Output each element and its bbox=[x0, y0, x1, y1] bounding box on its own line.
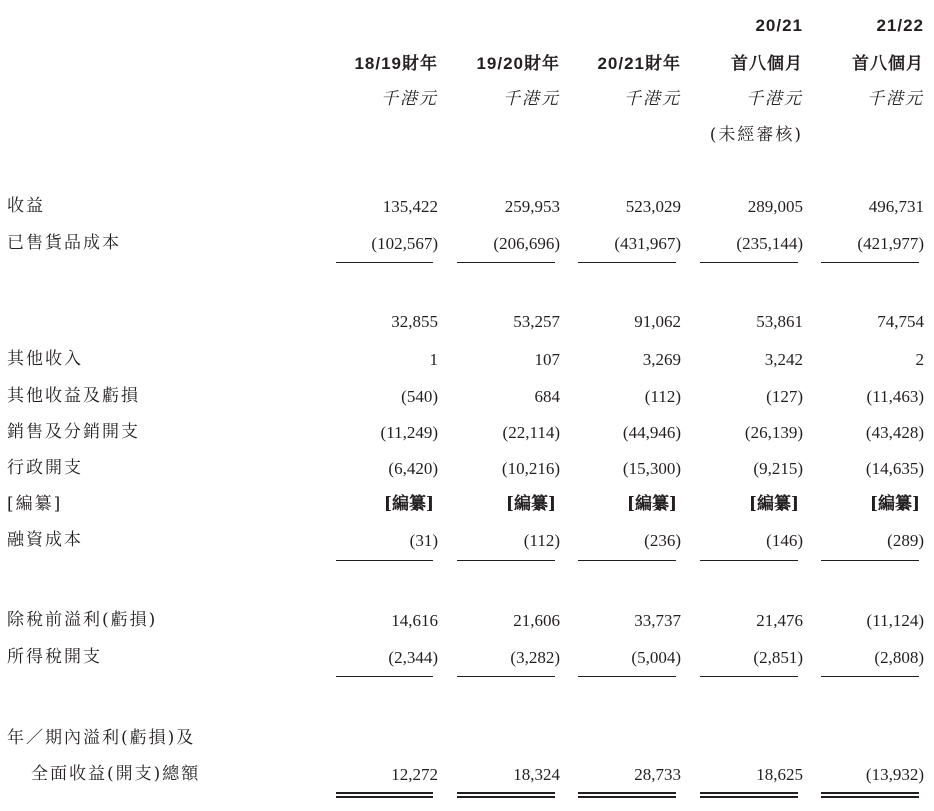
total-double-rule bbox=[457, 792, 555, 798]
value-cell: 18,625 bbox=[756, 765, 803, 784]
row-label: 其他收益及虧損 bbox=[7, 386, 140, 406]
value-cell: (11,124) bbox=[866, 611, 924, 630]
column-unit-label: 千港元 bbox=[624, 89, 681, 109]
value-cell: 91,062 bbox=[634, 312, 681, 331]
column-period-header: 首八個月 bbox=[731, 54, 803, 73]
value-cell: (9,215) bbox=[753, 459, 803, 478]
value-cell: 289,005 bbox=[747, 197, 803, 216]
column-note: (未經審核) bbox=[709, 125, 803, 145]
value-cell: (15,300) bbox=[622, 459, 681, 478]
subtotal-rule bbox=[457, 676, 555, 677]
value-cell: (10,216) bbox=[501, 459, 560, 478]
redacted-cell: [編纂] bbox=[748, 494, 799, 514]
value-cell: (236) bbox=[644, 531, 681, 550]
value-cell: (14,635) bbox=[865, 459, 924, 478]
value-cell: 53,257 bbox=[513, 312, 560, 331]
subtotal-rule bbox=[578, 676, 676, 677]
value-cell: 33,737 bbox=[634, 611, 681, 630]
value-cell: 135,422 bbox=[382, 197, 438, 216]
value-cell: 684 bbox=[534, 387, 560, 406]
subtotal-rule bbox=[457, 262, 555, 263]
value-cell: 32,855 bbox=[391, 312, 438, 331]
value-cell: (289) bbox=[887, 531, 924, 550]
row-label: 行政開支 bbox=[7, 458, 83, 478]
row-label: 收益 bbox=[7, 196, 45, 216]
subtotal-rule bbox=[821, 676, 919, 677]
row-label: 年／期內溢利(虧損)及 bbox=[7, 728, 196, 748]
value-cell: 107 bbox=[534, 350, 560, 369]
value-cell: (43,428) bbox=[865, 423, 924, 442]
total-double-rule bbox=[336, 792, 433, 798]
value-cell: 496,731 bbox=[868, 197, 924, 216]
redacted-cell: [編纂] bbox=[869, 494, 920, 514]
value-cell: (112) bbox=[523, 531, 560, 550]
subtotal-rule bbox=[700, 676, 798, 677]
row-label: [編纂] bbox=[7, 494, 63, 514]
value-cell: (102,567) bbox=[371, 234, 438, 253]
value-cell: (44,946) bbox=[622, 423, 681, 442]
subtotal-rule bbox=[821, 560, 919, 561]
value-cell: 18,324 bbox=[513, 765, 560, 784]
row-label: 所得稅開支 bbox=[7, 647, 102, 667]
value-cell: 259,953 bbox=[504, 197, 560, 216]
column-period-header: 18/19財年 bbox=[354, 54, 438, 73]
value-cell: (3,282) bbox=[510, 648, 560, 667]
subtotal-rule bbox=[700, 560, 798, 561]
value-cell: 53,861 bbox=[756, 312, 803, 331]
value-cell: (31) bbox=[409, 531, 438, 550]
row-label: 銷售及分銷開支 bbox=[7, 422, 140, 442]
total-double-rule bbox=[821, 792, 919, 798]
value-cell: (431,967) bbox=[614, 234, 681, 253]
column-period-header: 首八個月 bbox=[852, 54, 924, 73]
value-cell: 3,269 bbox=[642, 350, 681, 369]
column-year-header: 20/21 bbox=[755, 16, 803, 35]
value-cell: 28,733 bbox=[634, 765, 681, 784]
subtotal-rule bbox=[457, 560, 555, 561]
value-cell: 2 bbox=[915, 350, 924, 369]
subtotal-rule bbox=[578, 262, 676, 263]
value-cell: (22,114) bbox=[502, 423, 560, 442]
column-unit-label: 千港元 bbox=[867, 89, 924, 109]
value-cell: 1 bbox=[429, 350, 438, 369]
value-cell: (2,851) bbox=[753, 648, 803, 667]
value-cell: (235,144) bbox=[736, 234, 803, 253]
row-label: 已售貨品成本 bbox=[7, 233, 121, 253]
subtotal-rule bbox=[336, 560, 433, 561]
value-cell: 21,606 bbox=[513, 611, 560, 630]
value-cell: (13,932) bbox=[865, 765, 924, 784]
value-cell: (11,463) bbox=[866, 387, 924, 406]
subtotal-rule bbox=[578, 560, 676, 561]
redacted-cell: [編纂] bbox=[383, 494, 434, 514]
value-cell: (11,249) bbox=[380, 423, 438, 442]
value-cell: (2,808) bbox=[874, 648, 924, 667]
value-cell: 14,616 bbox=[391, 611, 438, 630]
column-unit-label: 千港元 bbox=[746, 89, 803, 109]
value-cell: (112) bbox=[644, 387, 681, 406]
value-cell: (5,004) bbox=[631, 648, 681, 667]
subtotal-rule bbox=[700, 262, 798, 263]
value-cell: 523,029 bbox=[625, 197, 681, 216]
column-period-header: 19/20財年 bbox=[476, 54, 560, 73]
value-cell: (6,420) bbox=[388, 459, 438, 478]
total-double-rule bbox=[578, 792, 676, 798]
row-label: 其他收入 bbox=[7, 349, 83, 369]
value-cell: (127) bbox=[766, 387, 803, 406]
value-cell: (146) bbox=[766, 531, 803, 550]
subtotal-rule bbox=[336, 676, 433, 677]
value-cell: 74,754 bbox=[877, 312, 924, 331]
value-cell: (26,139) bbox=[744, 423, 803, 442]
total-double-rule bbox=[700, 792, 798, 798]
value-cell: 3,242 bbox=[764, 350, 803, 369]
value-cell: (540) bbox=[401, 387, 438, 406]
column-period-header: 20/21財年 bbox=[597, 54, 681, 73]
value-cell: (206,696) bbox=[493, 234, 560, 253]
column-unit-label: 千港元 bbox=[381, 89, 438, 109]
row-label: 除稅前溢利(虧損) bbox=[7, 610, 158, 630]
redacted-cell: [編纂] bbox=[505, 494, 556, 514]
value-cell: (421,977) bbox=[857, 234, 924, 253]
column-year-header: 21/22 bbox=[876, 16, 924, 35]
column-unit-label: 千港元 bbox=[503, 89, 560, 109]
row-label: 全面收益(開支)總額 bbox=[31, 764, 201, 784]
subtotal-rule bbox=[336, 262, 433, 263]
value-cell: 21,476 bbox=[756, 611, 803, 630]
value-cell: (2,344) bbox=[388, 648, 438, 667]
value-cell: 12,272 bbox=[391, 765, 438, 784]
subtotal-rule bbox=[821, 262, 919, 263]
redacted-cell: [編纂] bbox=[626, 494, 677, 514]
row-label: 融資成本 bbox=[7, 530, 83, 550]
